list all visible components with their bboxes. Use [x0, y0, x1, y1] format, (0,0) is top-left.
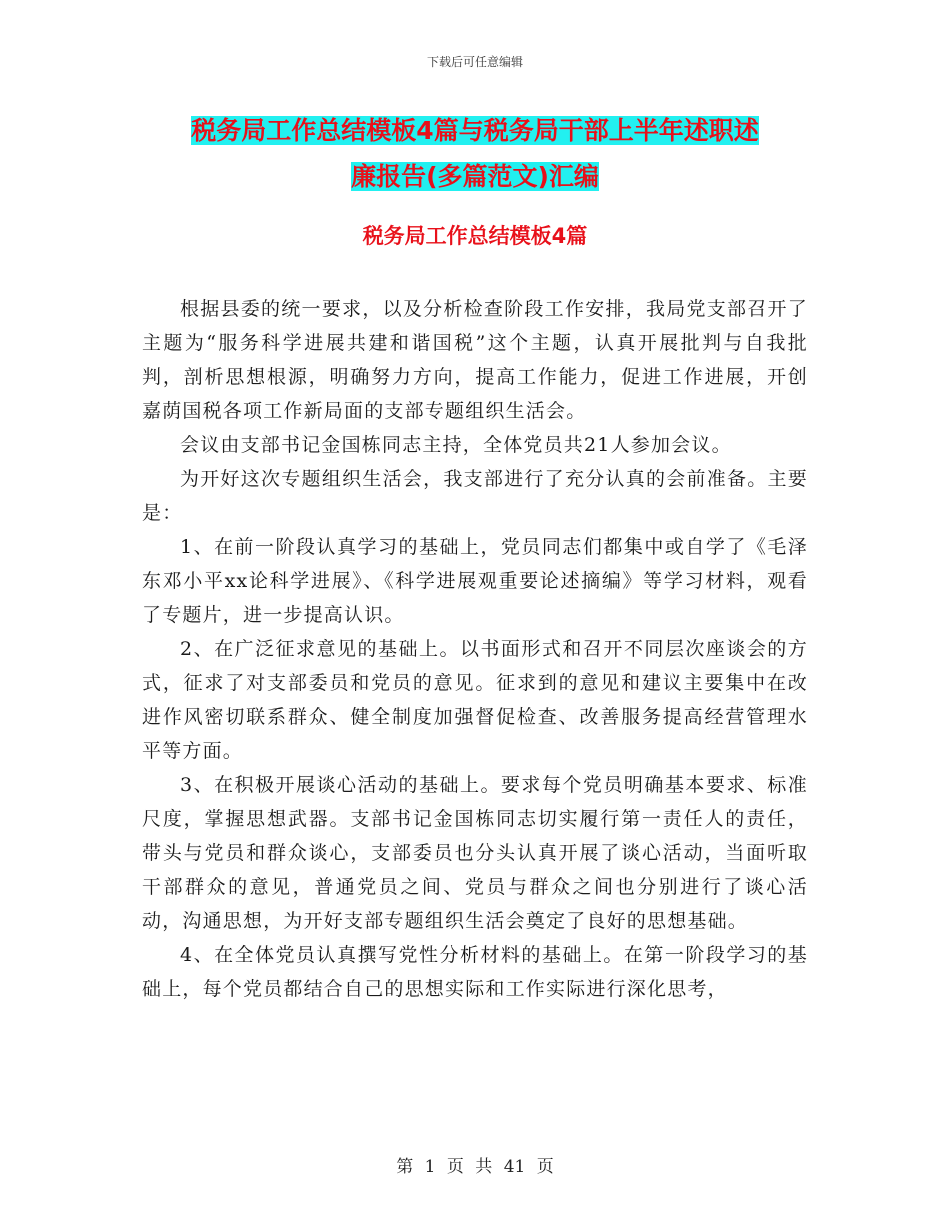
- paragraph: 为开好这次专题组织生活会，我支部进行了充分认真的会前准备。主要是：: [142, 468, 808, 524]
- header-note: 下载后可任意编辑: [426, 55, 523, 69]
- document-title-line-2: 廉报告(多篇范文)汇编: [351, 162, 599, 191]
- paragraph: 会议由支部书记金国栋同志主持，全体党员共21人参加会议。: [180, 434, 732, 456]
- document-title-line-1: 税务局工作总结模板4篇与税务局干部上半年述职述: [191, 116, 759, 145]
- paragraph: 4、在全体党员认真撰写党性分析材料的基础上。在第一阶段学习的基础上，每个党员都结合自己的思想实际和工作实际进行深化思考，: [142, 944, 808, 1000]
- paragraph: 根据县委的统一要求，以及分析检查阶段工作安排，我局党支部召开了主题为“服务科学进展共建和谐国税”这个主题，认真开展批判与自我批判，剖析思想根源，明确努力方向，提高工作能力，促进工作进展，开创嘉荫国税各项工作新局面的支部专题组织生活会。: [142, 298, 808, 422]
- paragraph: 1、在前一阶段认真学习的基础上，党员同志们都集中或自学了《毛泽东邓小平xx论科学进展》、《科学进展观重要论述摘编》等学习材料，观看了专题片，进一步提高认识。: [142, 536, 808, 626]
- body-text: [142, 292, 808, 1006]
- section-title: 税务局工作总结模板4篇: [362, 224, 588, 248]
- paragraph: 3、在积极开展谈心活动的基础上。要求每个党员明确基本要求、标准尺度，掌握思想武器。支部书记金国栋同志切实履行第一责任人的责任，带头与党员和群众谈心，支部委员也分头认真开展了谈心活动，当面听取干部群众的意见，普通党员之间、党员与群众之间也分别进行了谈心活动，沟通思想，为开好支部专题组织生活会奠定了良好的思想基础。: [142, 774, 808, 932]
- page-number-footer: 第 1 页 共 41 页: [396, 1157, 554, 1177]
- document-title: [140, 108, 810, 200]
- paragraph: 2、在广泛征求意见的基础上。以书面形式和召开不同层次座谈会的方式，征求了对支部委员和党员的意见。征求到的意见和建议主要集中在改进作风密切联系群众、健全制度加强督促检查、改善服务提高经营管理水平等方面。: [142, 638, 808, 762]
